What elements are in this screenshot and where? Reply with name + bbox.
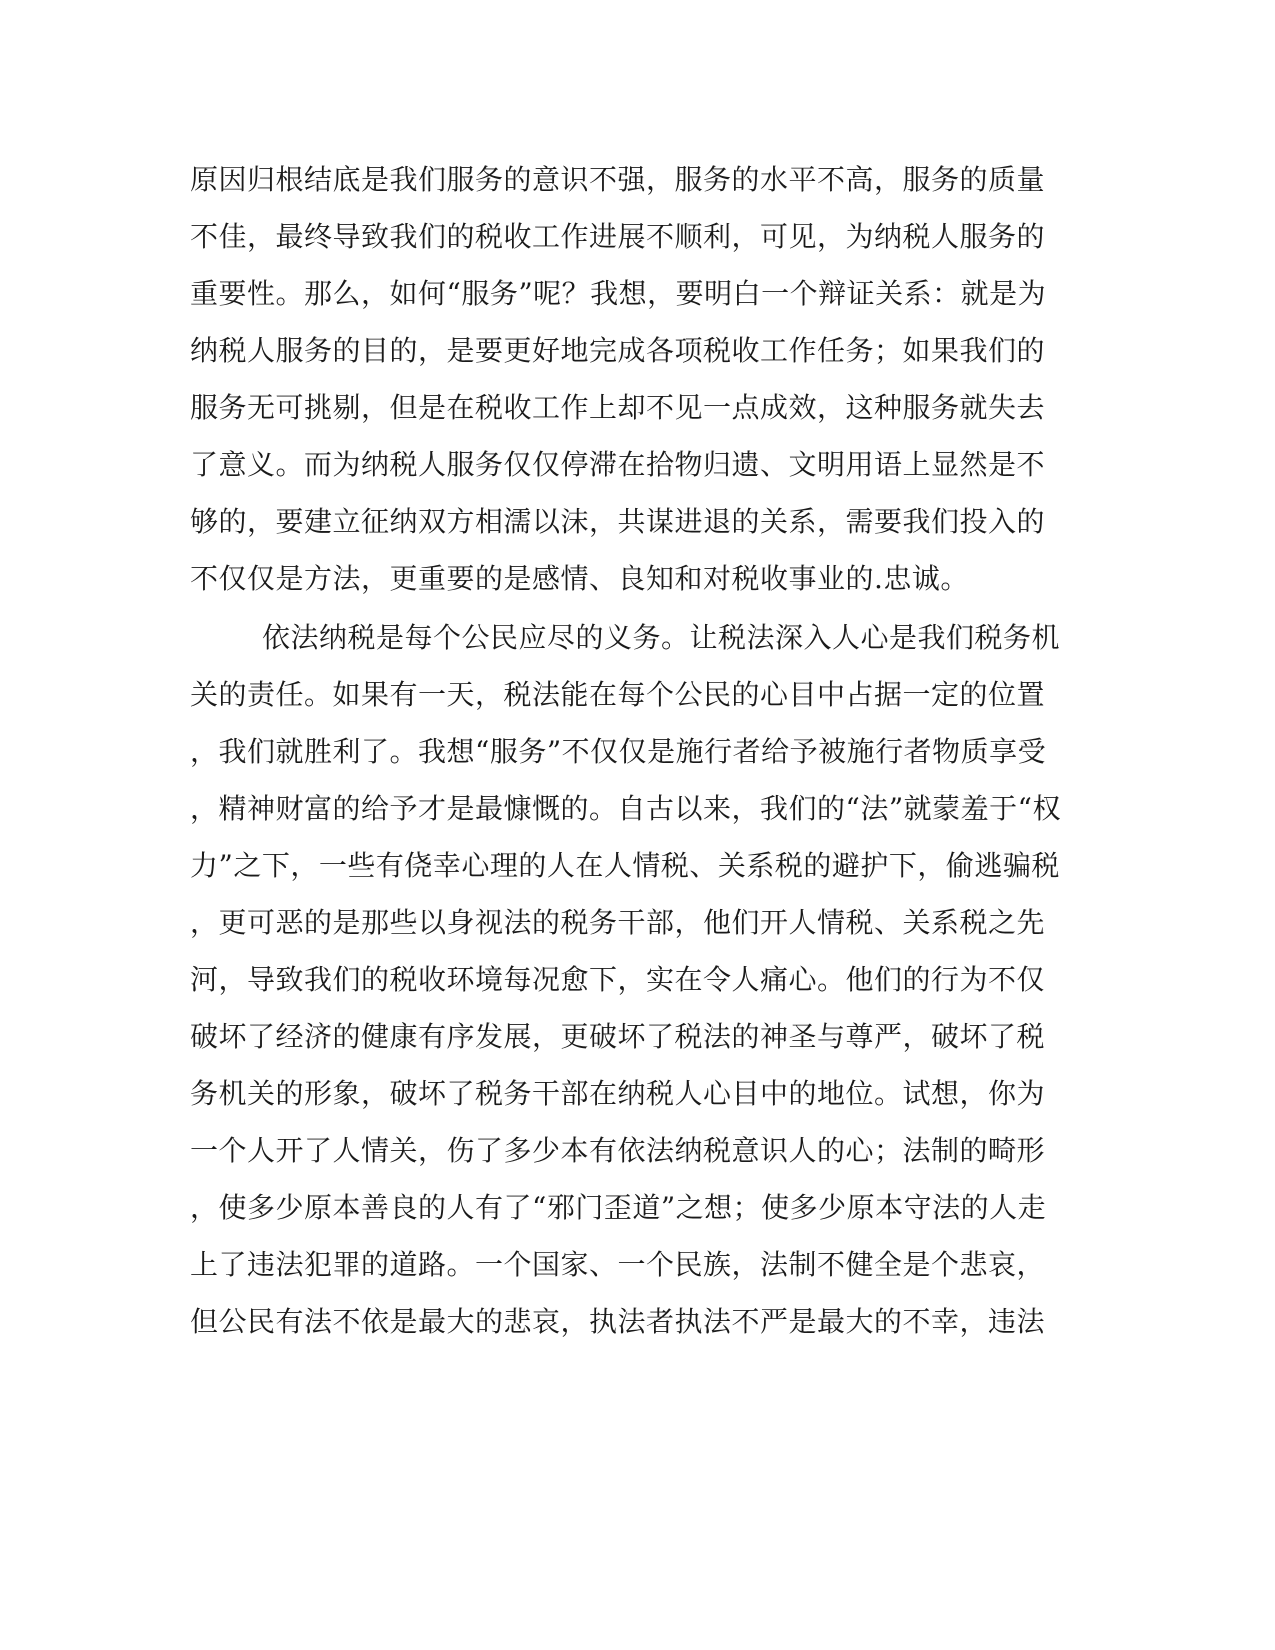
text-line: 了意义。而为纳税人服务仅仅停滞在拾物归遗、文明用语上显然是不 <box>190 448 1046 481</box>
paragraph-start-line: 依法纳税是每个公民应尽的义务。让税法深入人心是我们税务机 <box>262 621 1061 654</box>
text-line: ，使多少原本善良的人有了“邪门歪道”之想；使多少原本守法的人走 <box>190 1191 1047 1224</box>
text-line: 原因归根结底是我们服务的意识不强，服务的水平不高，服务的质量 <box>190 163 1046 196</box>
text-line: ，精神财富的给予才是最慷慨的。自古以来，我们的“法”就蒙羞于“权 <box>190 792 1061 825</box>
text-line: 务机关的形象，破坏了税务干部在纳税人心目中的地位。试想，你为 <box>190 1077 1046 1110</box>
text-line: 服务无可挑剔，但是在税收工作上却不见一点成效，这种服务就失去 <box>190 391 1046 424</box>
text-line: 关的责任。如果有一天，税法能在每个公民的心目中占据一定的位置 <box>190 678 1046 711</box>
text-line: 不佳，最终导致我们的税收工作进展不顺利，可见，为纳税人服务的 <box>190 220 1046 253</box>
text-line: 但公民有法不依是最大的悲哀，执法者执法不严是最大的不幸，违法 <box>190 1305 1046 1338</box>
text-line: 破坏了经济的健康有序发展，更破坏了税法的神圣与尊严，破坏了税 <box>190 1020 1046 1053</box>
text-line: 重要性。那么，如何“服务”呢？我想，要明白一个辩证关系：就是为 <box>190 277 1047 310</box>
text-line: 不仅仅是方法，更重要的是感情、良知和对税收事业的.忠诚。 <box>190 562 969 595</box>
text-line: 河，导致我们的税收环境每况愈下，实在令人痛心。他们的行为不仅 <box>190 963 1046 996</box>
text-line: 一个人开了人情关，伤了多少本有依法纳税意识人的心；法制的畸形 <box>190 1134 1046 1167</box>
text-line: 够的，要建立征纳双方相濡以沫，共谋进退的关系，需要我们投入的 <box>190 505 1046 538</box>
text-line: 力”之下，一些有侥幸心理的人在人情税、关系税的避护下，偷逃骗税 <box>190 849 1060 882</box>
text-line: ，我们就胜利了。我想“服务”不仅仅是施行者给予被施行者物质享受 <box>190 735 1047 768</box>
text-line: 上了违法犯罪的道路。一个国家、一个民族，法制不健全是个悲哀， <box>190 1248 1046 1281</box>
text-line: ，更可恶的是那些以身视法的税务干部，他们开人情税、关系税之先 <box>190 906 1046 939</box>
text-line: 纳税人服务的目的，是要更好地完成各项税收工作任务；如果我们的 <box>190 334 1046 367</box>
